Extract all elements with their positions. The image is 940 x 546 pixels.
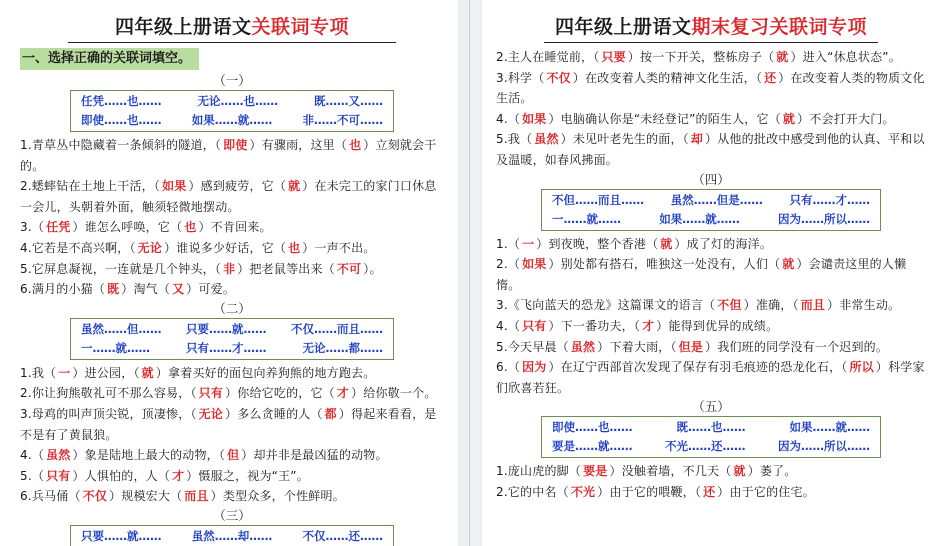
question-text: ）规模宏大（ (109, 489, 183, 504)
answer-word: 虽然 (570, 339, 596, 354)
question-item (496, 254, 926, 295)
question-text: ）在改变着人类的精神文化生活，（ (572, 70, 763, 85)
question-item (20, 279, 444, 300)
word-option: 无论……都…… (302, 340, 383, 355)
question-item (20, 383, 444, 404)
question-text: ）谁说多少好话，它（ (164, 240, 287, 255)
question-text: ）可爱。 (186, 282, 236, 297)
answer-word: 却 (690, 132, 704, 147)
question-text: ）把老鼠等出来（ (237, 261, 335, 276)
question-item (20, 238, 444, 259)
question-text: ）给你敬一个。 (351, 386, 437, 401)
left-title (20, 14, 444, 40)
question-text: ）在辽宁西部首次发现了保存有羽毛痕迹的恐龙化石，（ (548, 360, 848, 375)
answer-word: 不仅 (82, 489, 108, 504)
question-text: ）准确，（ (743, 298, 799, 313)
answer-word: 只有 (522, 318, 547, 333)
word-option: 一……就…… (552, 211, 621, 226)
answer-word: 因为 (522, 360, 547, 375)
question-text: ）在未完工的家门口休息一会儿，头朝着外面，触须轻微地摆动。 (20, 179, 437, 214)
question-text: 3.《飞向蓝天的恐龙》这篇课文的语言（ (496, 298, 716, 313)
word-option: 即使……也…… (552, 420, 633, 435)
answer-word: 才 (642, 318, 655, 333)
word-bank-row (550, 437, 872, 456)
answer-word: 要是 (583, 464, 608, 479)
question-text: ）按一下开关，整栋房子（ (627, 50, 775, 64)
question-text: 6.满月的小猫（ (20, 282, 106, 297)
word-bank-row (79, 320, 385, 339)
word-option: 不光……还…… (665, 439, 746, 454)
answer-word: 虽然 (46, 448, 71, 463)
answer-word: 只要 (601, 50, 626, 64)
word-option: 一……就…… (81, 340, 150, 355)
question-text: ）谁怎么呼唤，它（ (72, 220, 183, 235)
question-text: ）你给它吃的，它（ (225, 386, 335, 401)
question-text: ）没触着墙，不几天（ (609, 464, 732, 479)
question-text: ）从他的批改中感受到他的认真、平和以及温暖，如春风拂面。 (496, 132, 925, 167)
question-text: 6.兵马俑（ (20, 489, 81, 504)
answer-word: 即使 (223, 138, 248, 152)
question-text: ）进入“休息状态”。 (790, 50, 901, 64)
question-text: 2.（ (496, 257, 521, 272)
question-text: 1.（ (496, 236, 521, 251)
question-list (20, 363, 444, 507)
answer-word: 只有 (198, 386, 224, 401)
question-item (496, 295, 926, 316)
word-option: 要是……就…… (552, 439, 633, 454)
question-text: 3.（ (20, 220, 45, 235)
word-option: 只有……才…… (789, 192, 870, 207)
question-text: ）得起来看看，是不是有了黄鼠狼。 (20, 406, 437, 442)
word-option: 虽然……但…… (81, 321, 162, 336)
word-option: 如果……就…… (659, 211, 740, 226)
answer-word: 就 (733, 464, 746, 479)
question-text: 5.它屏息凝视，一连就是几个钟头，（ (20, 261, 222, 276)
answer-word: 一 (522, 236, 535, 251)
question-item (20, 445, 444, 466)
word-bank-row (550, 191, 872, 210)
question-item (496, 482, 926, 503)
question-text: ）不肯回来。 (198, 220, 272, 235)
answer-word: 既 (107, 282, 120, 297)
answer-word: 就 (288, 179, 301, 194)
question-text: ）多么贪睡的人（ (225, 406, 323, 421)
word-option: 只要……就…… (81, 528, 162, 543)
word-option: 不仅……还…… (302, 528, 383, 543)
word-option: 既……也…… (676, 420, 746, 435)
word-option: 只要……就…… (186, 321, 267, 336)
question-item (496, 109, 926, 130)
question-list (20, 135, 444, 300)
question-text: 1.青草丛中隐藏着一条倾斜的隧道，（ (20, 138, 222, 152)
question-item (496, 316, 926, 337)
answer-word: 就 (776, 50, 789, 64)
word-bank-row (79, 339, 385, 358)
question-text: ）立刻就会干的。 (20, 138, 437, 173)
question-item (20, 486, 444, 507)
word-bank-row (550, 210, 872, 229)
word-option: 因为……所以…… (778, 211, 870, 226)
answer-word: 也 (288, 240, 301, 255)
question-text: ）非常生动。 (827, 298, 901, 313)
group-label: （二） (213, 300, 251, 316)
answer-word: 一 (58, 365, 71, 380)
question-text: 4.（ (496, 318, 521, 333)
question-item (20, 135, 444, 176)
answer-word: 就 (782, 111, 796, 126)
word-option: 虽然……却…… (191, 528, 273, 543)
question-text: 2.它的中名（ (496, 484, 569, 499)
answer-word: 也 (349, 138, 362, 152)
answer-word: 就 (141, 365, 154, 380)
question-text: ）进公园，（ (72, 365, 140, 380)
question-text: 4.（ (496, 111, 521, 126)
question-text: ）类型众多，个性鲜明。 (210, 489, 345, 504)
question-text: ）拿着买好的面包向养狗熊的地方跑去。 (155, 365, 376, 380)
answer-word: 而且 (800, 298, 826, 313)
word-option: 只有……才…… (186, 340, 267, 355)
right-title-black: 四年级上册语文 (554, 16, 692, 38)
left-title-red: 关联词专项 (251, 16, 350, 38)
question-text: 5.（ (20, 468, 45, 483)
question-text: 1.庞山虎的脚（ (496, 464, 582, 479)
question-text: ）淘气（ (121, 282, 171, 297)
word-bank-row (79, 111, 385, 130)
question-text: ）由于它的住宅。 (717, 484, 815, 499)
word-bank-row (550, 418, 872, 437)
question-item (496, 68, 926, 109)
answer-word: 还 (764, 70, 777, 85)
word-option: 虽然……但是…… (670, 192, 763, 207)
question-text: ）会谴责这里的人懒惰。 (496, 257, 907, 292)
answer-word: 非 (223, 261, 236, 276)
word-bank (70, 525, 394, 546)
question-text: ）。 (363, 261, 382, 276)
answer-word: 但 (227, 448, 240, 463)
answer-word: 只有 (46, 468, 71, 483)
left-page (0, 0, 458, 546)
answer-word: 就 (660, 236, 673, 251)
question-text: ）象是陆地上最大的动物，（ (72, 448, 226, 463)
answer-word: 不光 (570, 484, 596, 499)
question-text: 4.（ (20, 448, 45, 463)
question-item (496, 234, 926, 255)
question-text: ）我们班的同学没有一个迟到的。 (705, 339, 889, 354)
word-bank (541, 416, 881, 458)
question-item (20, 259, 444, 280)
answer-word: 所以 (849, 360, 874, 375)
right-title-underline (544, 42, 878, 43)
left-title-underline (68, 42, 396, 43)
question-text: 6.（ (496, 360, 521, 375)
word-option: 无论……也…… (197, 94, 278, 108)
question-text: ）由于它的喂鞭，（ (597, 484, 702, 499)
question-text: ）能得到优异的成绩。 (656, 318, 779, 333)
question-item (496, 47, 926, 68)
word-option: 不但……而且…… (552, 192, 644, 207)
question-text: ）科学家们欣喜若狂。 (496, 360, 925, 395)
left-title-black: 四年级上册语文 (114, 16, 252, 38)
question-text: 3.科学（ (496, 70, 545, 85)
answer-word: 任凭 (46, 220, 71, 235)
right-title (496, 14, 926, 40)
question-text: ）不会打开大门。 (797, 111, 895, 126)
answer-word: 才 (336, 386, 350, 401)
question-text: ）萎了。 (747, 464, 797, 479)
word-option: 非……不可…… (302, 113, 383, 127)
word-option: 因为……所以…… (778, 439, 870, 454)
word-bank-row (79, 92, 385, 111)
word-option: 既……又…… (314, 94, 383, 108)
answer-word: 不可 (336, 261, 362, 276)
question-item (20, 217, 444, 238)
question-text: ）成了灯的海洋。 (674, 236, 773, 251)
group-label: （五） (692, 399, 730, 415)
question-text: 2.你让狗熊敬礼可不那么容易，（ (20, 386, 197, 401)
question-item (20, 176, 444, 217)
question-text: 2.蟋蟀钻在土地上干活，（ (20, 179, 161, 194)
question-text: ）下一番功夫，（ (548, 318, 641, 333)
question-item (496, 357, 926, 398)
answer-word: 才 (172, 468, 185, 483)
word-bank (541, 189, 881, 231)
answer-word: 不但 (717, 298, 742, 313)
group-label: （三） (213, 507, 251, 523)
question-text: 5.今天早晨（ (496, 339, 569, 354)
answer-word: 如果 (522, 111, 547, 126)
answer-word: 无论 (198, 406, 224, 421)
question-text: 5.我（ (496, 132, 533, 147)
question-text: 1.我（ (20, 365, 57, 380)
right-title-red: 期末复习关联词专项 (691, 16, 868, 38)
answer-word: 又 (172, 282, 185, 297)
page-divider (469, 0, 470, 546)
question-text: ）慑服之，视为“王”。 (186, 468, 309, 483)
page-gutter (458, 0, 482, 546)
section-heading: 一、选择正确的关联词填空。 (20, 48, 199, 70)
question-text: ）电脑确认你是“未经登记”的陌生人，它（ (548, 111, 781, 126)
question-text: ）一声不出。 (302, 240, 376, 255)
question-item (496, 129, 926, 170)
group-label: （四） (692, 171, 730, 187)
answer-word: 也 (184, 220, 197, 235)
word-bank (70, 318, 394, 360)
answer-word: 如果 (522, 257, 547, 272)
word-bank-row (79, 527, 385, 546)
question-item (496, 337, 926, 358)
question-text: ）未见叶老先生的面，（ (560, 132, 689, 147)
question-list (496, 461, 926, 502)
question-list (496, 234, 926, 399)
question-item (20, 466, 444, 487)
question-text: ）在改变着人类的物质文化生活。 (496, 70, 925, 106)
question-item (20, 404, 444, 445)
answer-word: 都 (324, 406, 337, 421)
question-text: ）有骤雨，这里（ (249, 138, 348, 152)
question-text: ）却并非是最凶猛的动物。 (241, 448, 388, 463)
word-option: 即使……也…… (81, 113, 162, 127)
answer-word: 而且 (184, 489, 209, 504)
word-bank (70, 90, 394, 132)
question-text: ）人惧怕的，人（ (72, 468, 171, 483)
question-item (496, 461, 926, 482)
question-text: ）感到疲劳，它（ (188, 179, 287, 194)
word-option: 如果……就…… (789, 420, 870, 435)
answer-word: 但是 (678, 339, 704, 354)
word-option: 如果……就…… (191, 113, 273, 127)
question-text: 3.母鸡的叫声顶尖锐，顶凄惨，（ (20, 406, 197, 421)
question-list (496, 47, 926, 171)
question-text: ）到夜晚，整个香港（ (536, 236, 659, 251)
answer-word: 无论 (137, 240, 163, 255)
word-option: 不仅……而且…… (291, 321, 383, 336)
group-label: （一） (213, 73, 251, 88)
question-text: 4.它若是不高兴啊，（ (20, 240, 136, 255)
answer-word: 虽然 (534, 132, 559, 147)
right-page (482, 0, 940, 546)
question-text: ）别处都有搭石，唯独这一处没有，人们（ (548, 257, 781, 272)
answer-word: 就 (782, 257, 795, 272)
answer-word: 如果 (162, 179, 187, 194)
question-text: ）下着大雨，（ (597, 339, 677, 354)
answer-word: 不仅 (546, 70, 571, 85)
answer-word: 还 (703, 484, 716, 499)
word-option: 任凭……也…… (81, 94, 162, 108)
question-text: 2.主人在睡觉前，（ (496, 50, 600, 64)
question-item (20, 363, 444, 384)
